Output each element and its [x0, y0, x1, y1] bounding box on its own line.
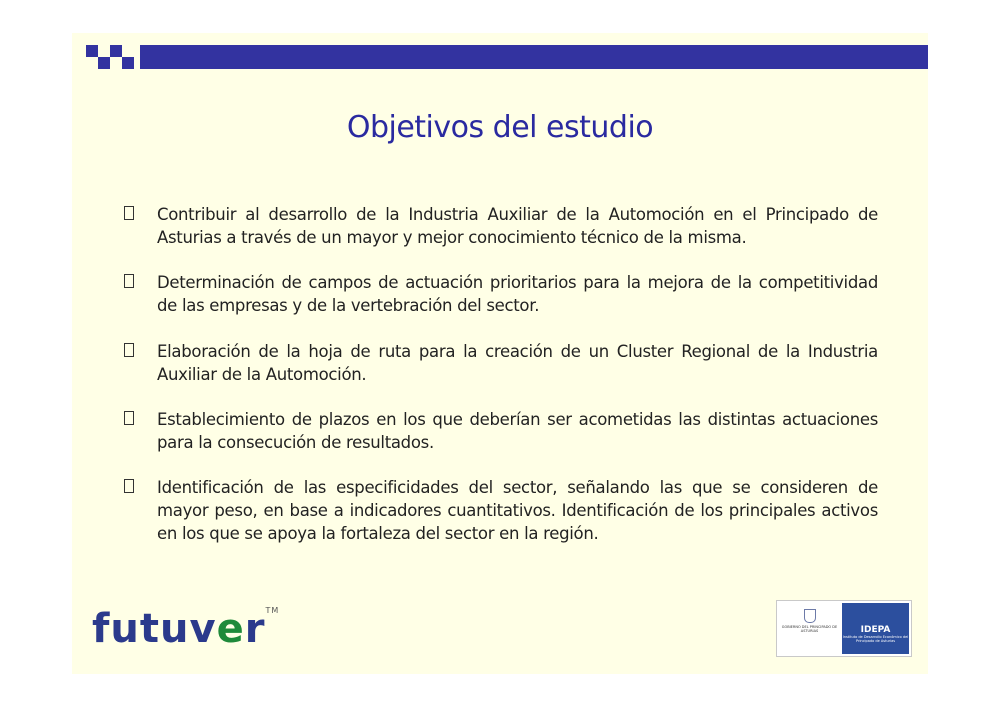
crest-icon	[804, 609, 816, 623]
bullet-icon	[124, 206, 134, 220]
trademark-mark: TM	[265, 606, 280, 615]
idepa-logo	[842, 603, 909, 654]
header-bar	[140, 45, 928, 69]
idepa-badge	[776, 600, 912, 657]
futuver-logo-part: e	[216, 606, 245, 652]
bullet-icon	[124, 411, 134, 425]
bullet-item	[124, 271, 878, 317]
header-square	[86, 45, 98, 57]
bullet-text: Identificación de las especificidades del sector, señalando las que se consideren de mayor peso, en base a indicadores cuantitativos. Identificación de los principales activos en los que se apoya la fortaleza del sector en la región.	[157, 478, 878, 543]
bullet-item	[124, 476, 878, 545]
bullet-icon	[124, 274, 134, 288]
futuver-logo-part: r	[244, 606, 266, 652]
slide-title: Objetivos del estudio	[346, 110, 654, 145]
bullet-item	[124, 408, 878, 454]
futuver-logo	[92, 606, 279, 652]
bullet-text: Contribuir al desarrollo de la Industria Auxiliar de la Automoción en el Principado de Asturias a través de un mayor y mejor conocimiento técnico de la misma.	[157, 205, 878, 247]
bullet-text: Determinación de campos de actuación prioritarios para la mejora de la competitividad de las empresas y de la vertebración del sector.	[157, 273, 878, 315]
bullet-icon	[124, 343, 134, 357]
bullet-text: Establecimiento de plazos en los que deberían ser acometidas las distintas actuaciones para la consecución de resultados.	[157, 410, 878, 452]
government-text: GOBIERNO DEL PRINCIPADO DE ASTURIAS	[781, 625, 838, 633]
bullet-icon	[124, 479, 134, 493]
bullet-item	[124, 340, 878, 386]
idepa-subtitle: Instituto de Desarrollo Económico del Principado de Asturias	[842, 635, 909, 643]
header-square	[98, 57, 110, 69]
idepa-title: IDEPA	[860, 625, 891, 635]
bullet-item	[124, 203, 878, 249]
header-square	[110, 45, 122, 57]
futuver-logo-part: futuv	[92, 606, 217, 652]
bullet-text: Elaboración de la hoja de ruta para la creación de un Cluster Regional de la Industria Auxiliar de la Automoción.	[157, 342, 878, 384]
header-square	[122, 57, 134, 69]
government-logo	[779, 603, 840, 654]
